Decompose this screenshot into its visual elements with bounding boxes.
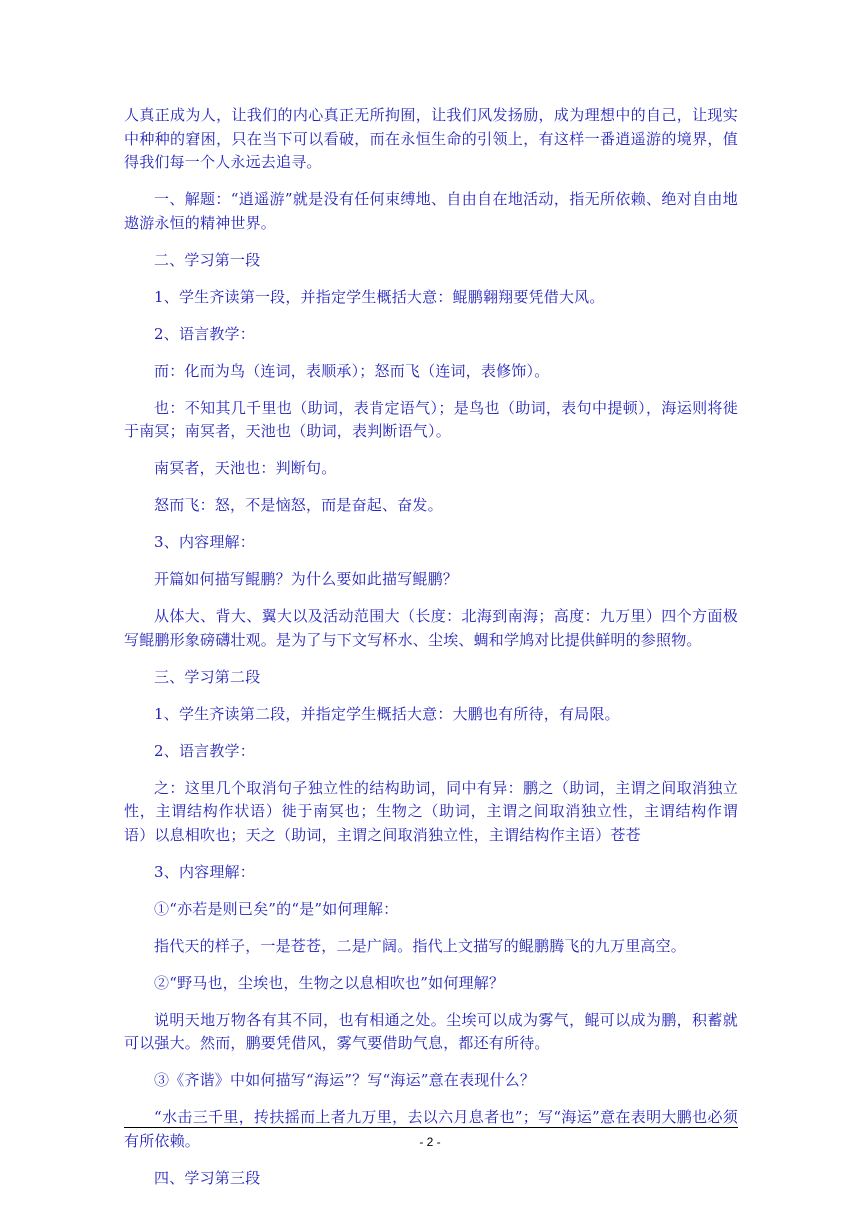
answer: 指代天的样子，一是苍苍，二是广阔。指代上文描写的鲲鹏腾飞的九万里高空。 — [154, 936, 687, 955]
paragraph: 南冥者，天池也：判断句。 — [154, 459, 337, 477]
paragraph: 也：不知其几千里也（助词，表肯定语气）；是鸟也（助词，表句中提顿），海运则将徙于南冥；南冥者，天池也（助词，表判断语气）。 — [124, 398, 738, 440]
subheading: 3、内容理解： — [154, 533, 255, 551]
paragraph-intro: 人真正成为人，让我们的内心真正无所拘囿，让我们风发扬励，成为理想中的自己，让现实中种种的窘困，只在当下可以看破，而在永恒生命的引领上，有这样一番逍遥游的境界，值得我们每一个人永远去追寻。 — [124, 106, 738, 171]
paragraph: 而：化而为鸟（连词，表顺承）；怒而飞（连词，表修饰）。 — [154, 361, 550, 380]
question: ②“野马也，尘埃也，生物之以息相吹也”如何理解？ — [154, 973, 505, 992]
page-number: - 2 - — [419, 1135, 441, 1149]
document-body — [124, 104, 738, 1204]
paragraph: 之：这里几个取消句子独立性的结构助词，同中有异：鹏之（助词，主谓之间取消独立性，主谓结构作状语）徙于南冥也；生物之（助词，主谓之间取消独立性，主谓结构作谓语）以息相吹也；天之（助词，主谓之间取消独立性，主谓结构作主语）苍苍 — [124, 778, 738, 844]
paragraph-title-explanation: 一、解题：“逍遥游”就是没有任何束缚地、自由自在地活动，指无所依赖、绝对自由地遨游永恒的精神世界。 — [124, 190, 738, 232]
paragraph: 1、学生齐读第一段，并指定学生概括大意：鲲鹏翱翔要凭借大风。 — [154, 287, 605, 306]
question: ①“亦若是则已矣”的“是”如何理解： — [154, 899, 399, 918]
subheading: 2、语言教学： — [154, 741, 255, 760]
section-heading-second-paragraph: 三、学习第二段 — [154, 667, 261, 686]
section-heading-first-paragraph: 二、学习第一段 — [154, 250, 261, 269]
answer: 从体大、背大、翼大以及活动范围大（长度：北海到南海；高度：九万里）四个方面极写鲲鹏形象磅礴壮观。是为了与下文写杯水、尘埃、蜩和学鸠对比提供鲜明的参照物。 — [124, 607, 738, 649]
footer-divider — [124, 1127, 738, 1128]
subheading: 2、语言教学： — [154, 324, 255, 343]
paragraph: 怒而飞：怒，不是恼怒，而是奋起、奋发。 — [154, 496, 443, 514]
answer: 说明天地万物各有其不同，也有相通之处。尘埃可以成为雾气，鲲可以成为鹏，积蓄就可以强大。然而，鹏要凭借风，雾气要借助气息，都还有所待。 — [124, 1010, 738, 1052]
answer: “水击三千里，抟扶摇而上者九万里，去以六月息者也”；写“海运”意在表明大鹏也必须有所依赖。 — [124, 1108, 738, 1150]
section-heading-third-paragraph: 四、学习第三段 — [154, 1168, 261, 1187]
question: ③《齐谐》中如何描写“海运”？写“海运”意在表现什么？ — [154, 1071, 536, 1089]
question: 开篇如何描写鲲鹏？为什么要如此描写鲲鹏？ — [154, 570, 459, 588]
subheading: 3、内容理解： — [154, 862, 255, 881]
paragraph: 1、学生齐读第二段，并指定学生概括大意：大鹏也有所待，有局限。 — [154, 704, 620, 723]
